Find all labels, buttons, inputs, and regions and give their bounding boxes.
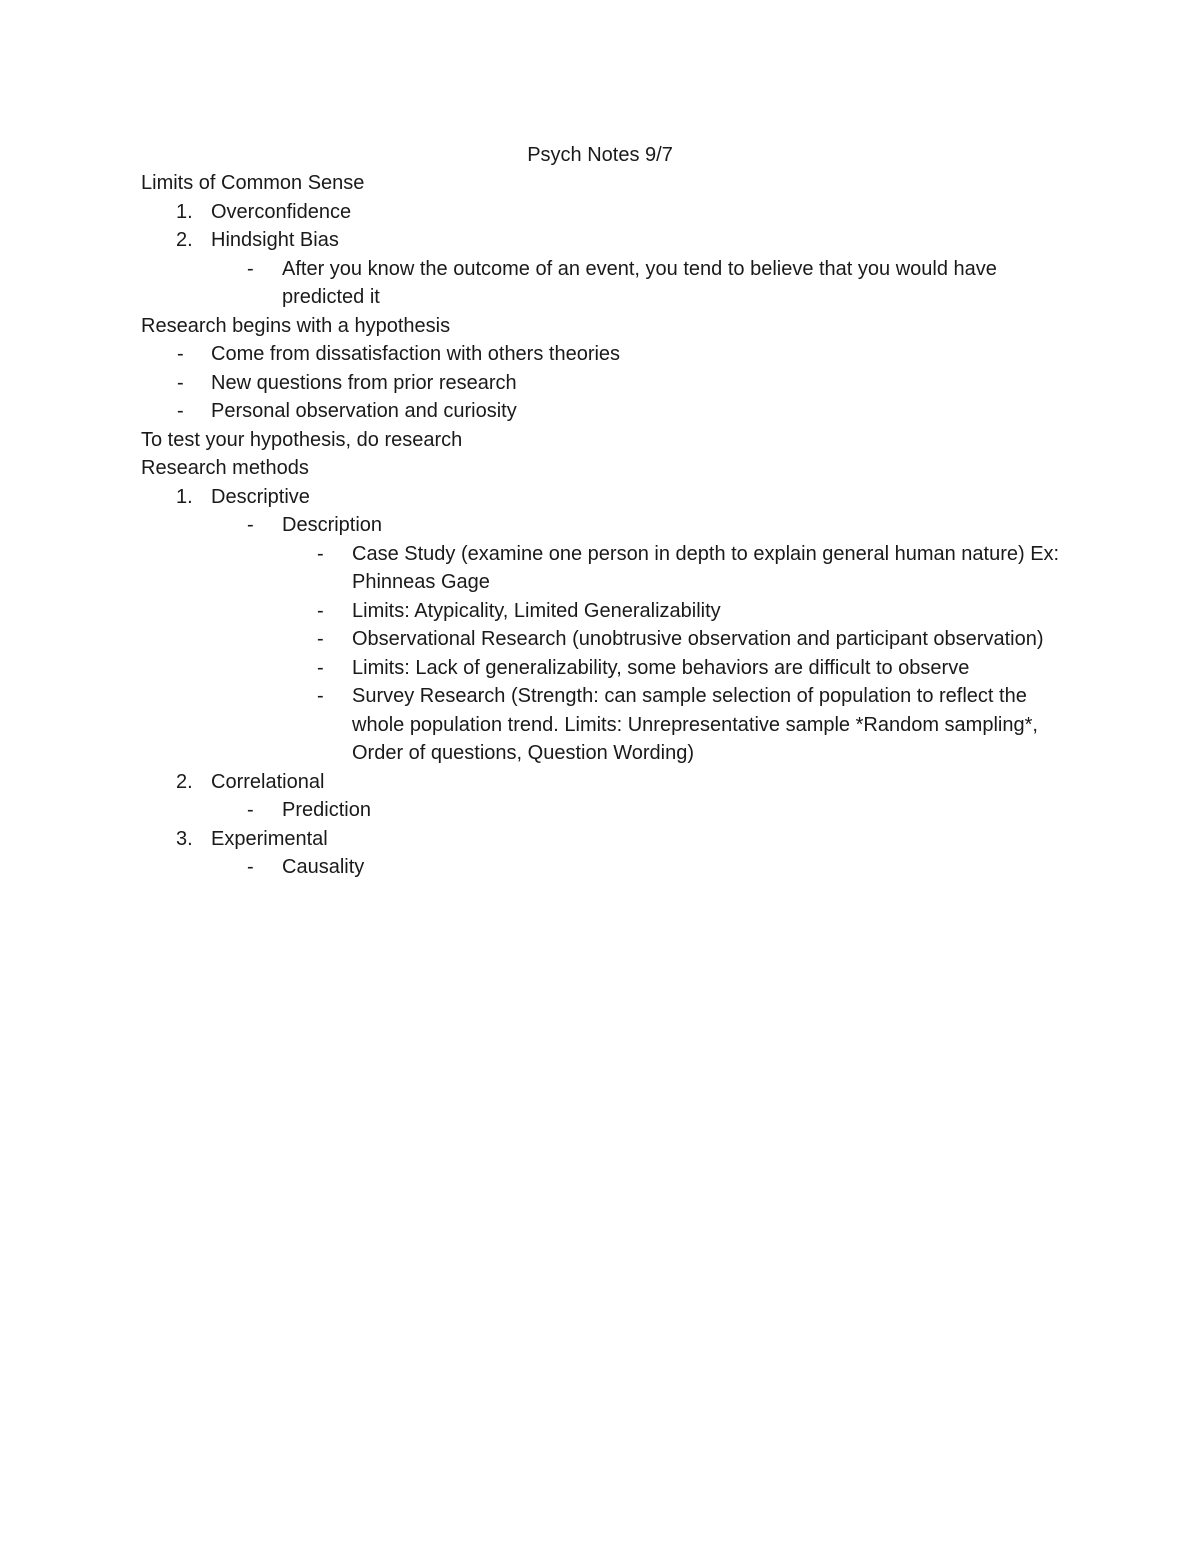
plain-line: To test your hypothesis, do research	[141, 428, 463, 451]
bullet-item	[141, 597, 1061, 626]
dash-bullet: -	[247, 799, 254, 821]
list-item-text: Experimental	[211, 827, 328, 850]
list-number: 1.	[176, 485, 193, 508]
dash-bullet: -	[247, 257, 254, 280]
list-item-text: After you know the outcome of an event, you tend to believe that you would have predicted it	[282, 257, 997, 308]
list-item-text: Survey Research (Strength: can sample selection of population to reflect the whole population trend. Limits: Unrepresentative sample *Random sampling*, Order of questions, Question Wording)	[352, 685, 1038, 764]
list-number: 1.	[176, 200, 193, 223]
dash-bullet: -	[317, 628, 324, 650]
list-item-text: Causality	[282, 856, 365, 878]
bullet-item	[141, 853, 1061, 882]
list-item-text: Limits: Atypicality, Limited Generalizability	[352, 599, 721, 622]
list-item-text: Personal observation and curiosity	[211, 400, 517, 422]
numbered-item	[141, 483, 1061, 512]
bullet-item	[141, 540, 1061, 597]
list-item-text: Observational Research (unobtrusive observation and participant observation)	[352, 628, 1044, 650]
bullet-item	[141, 511, 1061, 540]
dash-bullet: -	[317, 599, 324, 622]
bullet-item	[141, 255, 1061, 312]
list-item-text: Limits: Lack of generalizability, some behaviors are difficult to observe	[352, 656, 970, 679]
dash-bullet: -	[247, 514, 254, 536]
list-item-text: Descriptive	[211, 485, 310, 508]
bullet-item	[141, 654, 1061, 683]
bullet-item	[141, 625, 1061, 654]
numbered-item	[141, 226, 1061, 255]
bullet-item	[141, 340, 1061, 369]
section-heading: Limits of Common Sense	[141, 172, 365, 194]
dash-bullet: -	[177, 343, 184, 365]
dash-bullet: -	[177, 400, 184, 422]
list-item-text: Description	[282, 514, 383, 536]
numbered-item	[141, 768, 1061, 797]
list-item-text: Overconfidence	[211, 200, 352, 223]
bullet-item	[141, 796, 1061, 825]
list-number: 2.	[176, 770, 193, 793]
list-number: 2.	[176, 229, 193, 251]
list-item-text: Come from dissatisfaction with others theories	[211, 343, 621, 365]
numbered-item	[141, 825, 1061, 854]
bullet-item	[141, 682, 1061, 768]
list-item-text: Correlational	[211, 770, 325, 793]
bullet-item	[141, 369, 1061, 398]
section-heading: Research begins with a hypothesis	[141, 314, 451, 337]
numbered-item	[141, 198, 1061, 227]
dash-bullet: -	[247, 856, 254, 878]
list-item-text: New questions from prior research	[211, 371, 517, 394]
list-item-text: Case Study (examine one person in depth to explain general human nature) Ex: Phinneas Gage	[352, 542, 1060, 593]
dash-bullet: -	[317, 656, 324, 679]
page-title: Psych Notes 9/7	[527, 144, 673, 166]
notes-body	[141, 169, 1061, 882]
section-heading: Research methods	[141, 457, 309, 479]
bullet-item	[141, 397, 1061, 426]
list-item-text: Prediction	[282, 799, 371, 821]
list-item-text: Hindsight Bias	[211, 229, 339, 251]
dash-bullet: -	[177, 371, 184, 394]
dash-bullet: -	[317, 685, 324, 707]
dash-bullet: -	[317, 542, 324, 565]
list-number: 3.	[176, 827, 193, 850]
